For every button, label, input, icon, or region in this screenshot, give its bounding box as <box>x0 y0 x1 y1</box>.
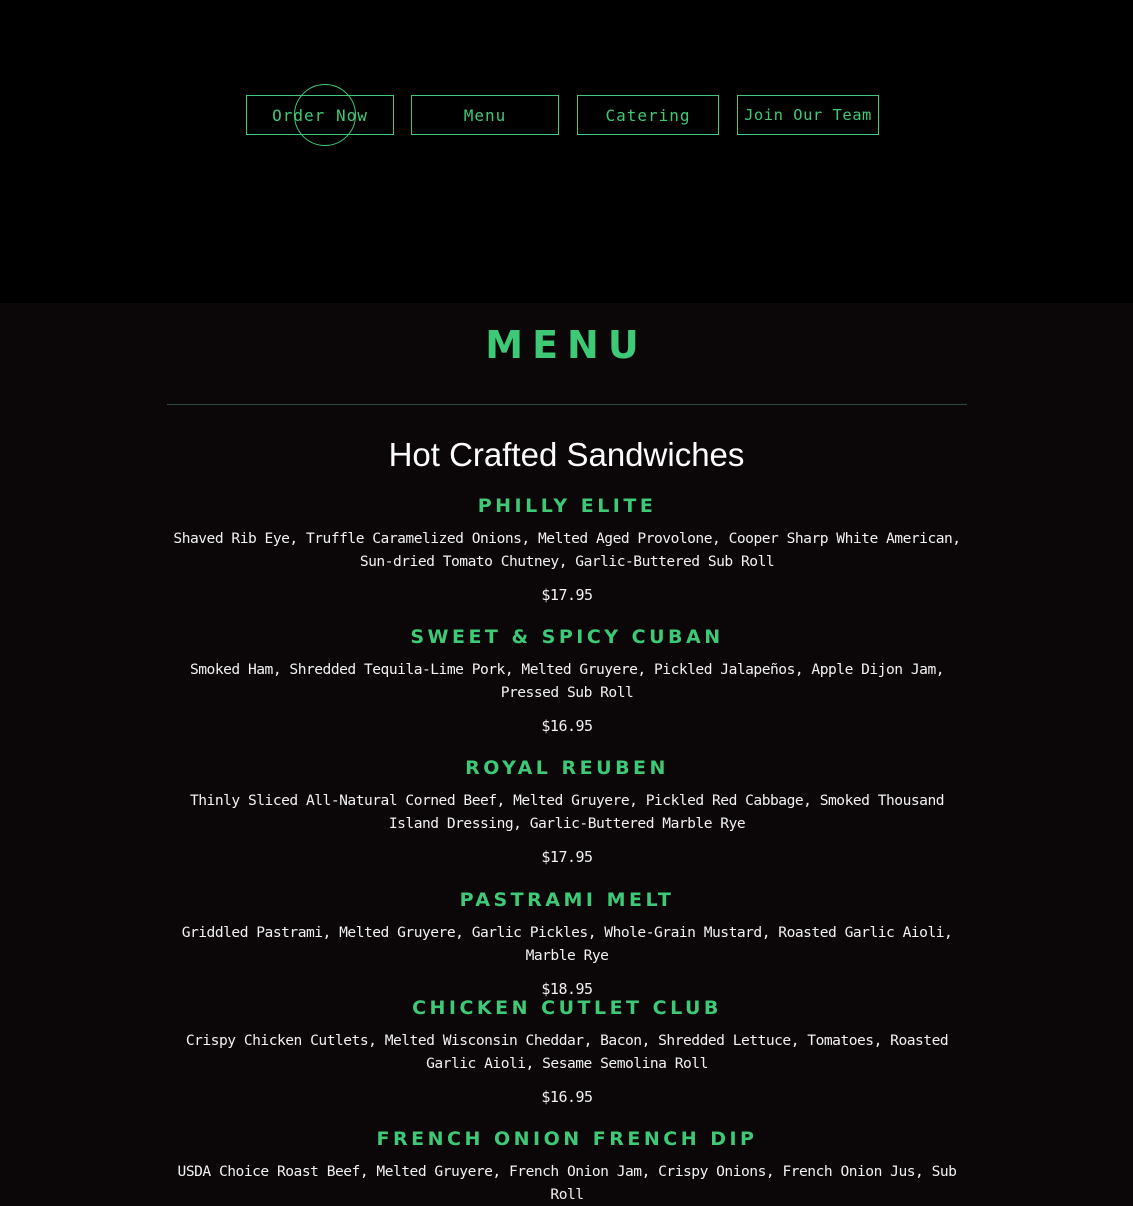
menu-item-name: PHILLY ELITE <box>477 495 657 517</box>
menu-item-price: $16.95 <box>541 1088 593 1106</box>
menu-item-description: Griddled Pastrami, Melted Gruyere, Garlic Pickles, Whole-Grain Mustard, Roasted Garlic Aioli, Marble Rye <box>181 924 953 964</box>
menu-item-description: USDA Choice Roast Beef, Melted Gruyere, French Onion Jam, Crispy Onions, French Onion Jus, Sub Roll <box>177 1163 957 1203</box>
site-header <box>0 0 1133 303</box>
menu-item-sweet-spicy-cuban <box>167 625 967 738</box>
menu-divider <box>167 404 967 405</box>
catering-button[interactable]: Catering <box>577 95 719 135</box>
menu-item-name: SWEET & SPICY CUBAN <box>410 626 724 648</box>
menu-item-price: $17.95 <box>541 848 593 866</box>
order-now-button[interactable]: Order Now <box>246 95 394 135</box>
menu-item-name: CHICKEN CUTLET CLUB <box>412 997 722 1019</box>
menu-item-description: Thinly Sliced All-Natural Corned Beef, Melted Gruyere, Pickled Red Cabbage, Smoked Thousand Island Dressing, Garlic-Buttered Marble Rye <box>189 792 945 832</box>
menu-item-pastrami-melt <box>167 888 967 1001</box>
menu-item-price: $18.95 <box>541 980 593 998</box>
menu-button[interactable]: Menu <box>411 95 559 135</box>
menu-item-royal-reuben <box>167 756 967 869</box>
menu-title: MENU <box>485 323 648 367</box>
menu-item-chicken-cutlet-club <box>167 996 967 1109</box>
menu-item-name: ROYAL REUBEN <box>465 757 669 779</box>
menu-item-name: FRENCH ONION FRENCH DIP <box>376 1128 758 1150</box>
menu-item-philly-elite <box>167 494 967 607</box>
join-our-team-button[interactable]: Join Our Team <box>737 95 879 135</box>
menu-item-french-onion-french-dip <box>167 1127 967 1206</box>
menu-item-description: Shaved Rib Eye, Truffle Caramelized Onions, Melted Aged Provolone, Cooper Sharp White American, Sun-dried Tomato Chutney, Garlic-Buttered Sub Roll <box>173 530 961 570</box>
menu-item-price: $17.95 <box>541 586 593 604</box>
menu-item-description: Smoked Ham, Shredded Tequila-Lime Pork, Melted Gruyere, Pickled Jalapeños, Apple Dijon Jam, Pressed Sub Roll <box>189 661 945 701</box>
menu-item-description: Crispy Chicken Cutlets, Melted Wisconsin Cheddar, Bacon, Shredded Lettuce, Tomatoes, Roasted Garlic Aioli, Sesame Semolina Roll <box>185 1032 949 1072</box>
menu-section <box>0 303 1133 1203</box>
section-heading: Hot Crafted Sandwiches <box>388 436 745 473</box>
menu-item-name: PASTRAMI MELT <box>459 889 675 911</box>
menu-item-price: $16.95 <box>541 717 593 735</box>
